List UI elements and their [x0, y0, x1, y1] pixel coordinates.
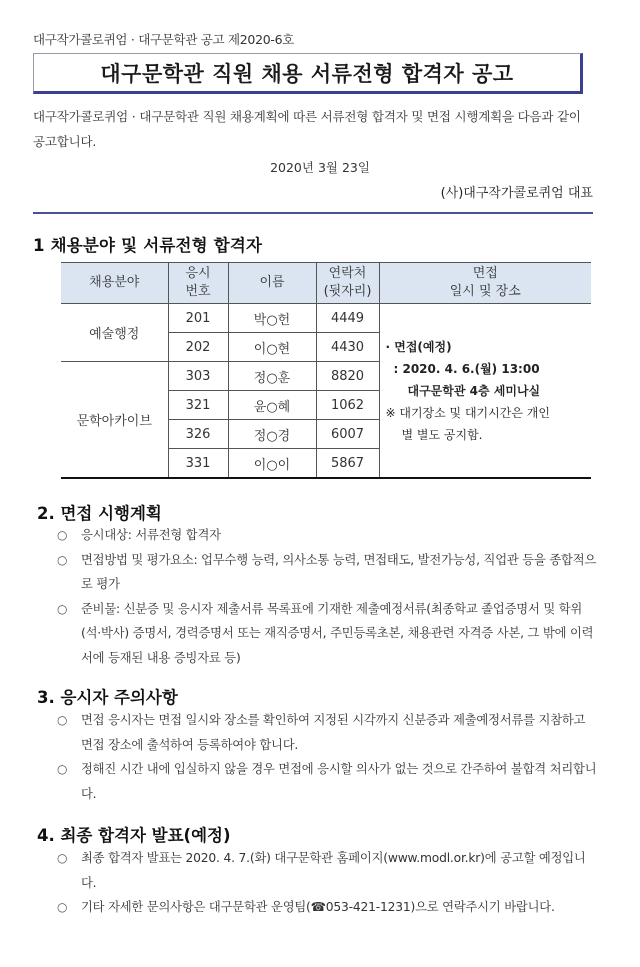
- section3-list: [57, 708, 597, 806]
- exam-no-cell: 331: [168, 449, 228, 479]
- list-item: [57, 708, 597, 757]
- passers-table: [61, 262, 591, 479]
- list-item: [57, 846, 597, 895]
- list-item: [57, 548, 597, 597]
- header-exam-no-line1: 응시: [185, 266, 211, 281]
- table-row: [61, 304, 591, 333]
- section3-heading: 3. 응시자 주의사항: [37, 688, 178, 707]
- section4-list: [57, 846, 597, 920]
- header-contact: [316, 263, 379, 304]
- circle-bullet-icon: ○: [57, 552, 68, 567]
- list-item-text: 최종 합격자 발표는 2020. 4. 7.(화) 대구문학관 홈페이지(www.modl.or.kr)에 공고할 예정입니다.: [81, 851, 586, 890]
- list-item-text: 준비물: 신분증 및 응시자 제출서류 목록표에 기재한 제출예정서류(최종학교 졸업증명서 및 학위(석·박사) 증명서, 경력증명서 또는 재직증명서, 주민등록초본, 채용관련 자격증 사본, 그 밖에 이력서에 등재된 내용 증빙자료 등): [81, 601, 594, 665]
- exam-no-cell: 303: [168, 362, 228, 391]
- circle-bullet-icon: ○: [57, 762, 68, 776]
- header-name: 이름: [228, 263, 316, 304]
- exam-no-cell: 201: [168, 304, 228, 333]
- field-cell: 예술행정: [61, 304, 168, 362]
- list-item-text: 기타 자세한 문의사항은 대구문학관 운영팀(☎053-421-1231)으로 연락주시기 바랍니다.: [81, 900, 555, 914]
- list-item: [57, 895, 597, 920]
- list-item: [57, 523, 597, 548]
- header-exam-no: [168, 263, 228, 304]
- name-cell: 이○현: [228, 333, 316, 362]
- section4-heading: 4. 최종 합격자 발표(예정): [37, 826, 231, 845]
- contact-cell: 4430: [316, 333, 379, 362]
- interview-info-cell: [379, 304, 591, 479]
- section1-heading: 1 채용분야 및 서류전형 합격자: [33, 236, 263, 255]
- header-exam-no-line2: 번호: [185, 284, 211, 299]
- notice-number: 대구작가콜로퀴엄 · 대구문학관 공고 제2020-6호: [33, 32, 295, 47]
- table-header-row: [61, 263, 591, 304]
- page-title: 대구문학관 직원 채용 서류전형 합격자 공고: [100, 61, 514, 86]
- interview-line1: · 면접(예정): [385, 339, 452, 354]
- header-interview-line2: 일시 및 장소: [449, 284, 521, 299]
- issuer: (사)대구작가콜로퀴엄 대표: [440, 186, 593, 201]
- exam-no-cell: 326: [168, 420, 228, 449]
- circle-bullet-icon: ○: [57, 528, 68, 542]
- interview-line4: ※ 대기장소 및 대기시간은 개인: [385, 405, 550, 420]
- list-item-text: 정해진 시간 내에 입실하지 않을 경우 면접에 응시할 의사가 없는 것으로 간주하여 불합격 처리합니다.: [81, 762, 597, 801]
- header-contact-line2: (뒷자리): [323, 284, 372, 299]
- title-box: [33, 53, 583, 94]
- interview-line5: 별 별도 공지함.: [401, 427, 483, 442]
- name-cell: 정○훈: [228, 362, 316, 391]
- contact-cell: 1062: [316, 391, 379, 420]
- contact-cell: 8820: [316, 362, 379, 391]
- intro-paragraph: 대구작가콜로퀴엄 · 대구문학관 직원 채용계획에 따른 서류전형 합격자 및 면접 시행계획을 다음과 같이 공고합니다.: [33, 109, 581, 149]
- header-contact-line1: 연락처: [328, 266, 367, 281]
- header-interview-line1: 면접: [472, 266, 498, 281]
- name-cell: 윤○혜: [228, 391, 316, 420]
- circle-bullet-icon: ○: [57, 713, 68, 727]
- interview-line2: : 2020. 4. 6.(월) 13:00: [393, 361, 540, 376]
- section2-heading: 2. 면접 시행계획: [37, 504, 162, 523]
- contact-cell: 4449: [316, 304, 379, 333]
- name-cell: 정○경: [228, 420, 316, 449]
- contact-cell: 6007: [316, 420, 379, 449]
- interview-line3: 대구문학관 4층 세미나실: [407, 383, 541, 398]
- circle-bullet-icon: ○: [57, 900, 68, 914]
- circle-bullet-icon: ○: [57, 851, 68, 865]
- field-cell: 문학아카이브: [61, 362, 168, 479]
- divider: [33, 212, 593, 214]
- list-item: [57, 757, 597, 806]
- header-interview: [379, 263, 591, 304]
- list-item-text: 면접 응시자는 면접 일시와 장소를 확인하여 지정된 시각까지 신분증과 제출예정서류를 지참하고 면접 장소에 출석하여 등록하여야 합니다.: [81, 713, 586, 752]
- list-item: [57, 597, 597, 671]
- header-field: 채용분야: [61, 263, 168, 304]
- name-cell: 박○헌: [228, 304, 316, 333]
- list-item-text: 면접방법 및 평가요소: 업무수행 능력, 의사소통 능력, 면접태도, 발전가능성, 직업관 등을 종합적으로 평가: [81, 552, 597, 591]
- section2-list: [57, 523, 597, 670]
- contact-cell: 5867: [316, 449, 379, 479]
- list-item-text: 응시대상: 서류전형 합격자: [81, 528, 221, 542]
- exam-no-cell: 202: [168, 333, 228, 362]
- exam-no-cell: 321: [168, 391, 228, 420]
- announcement-date: 2020년 3월 23일: [270, 160, 370, 175]
- circle-bullet-icon: ○: [57, 601, 68, 616]
- name-cell: 이○이: [228, 449, 316, 479]
